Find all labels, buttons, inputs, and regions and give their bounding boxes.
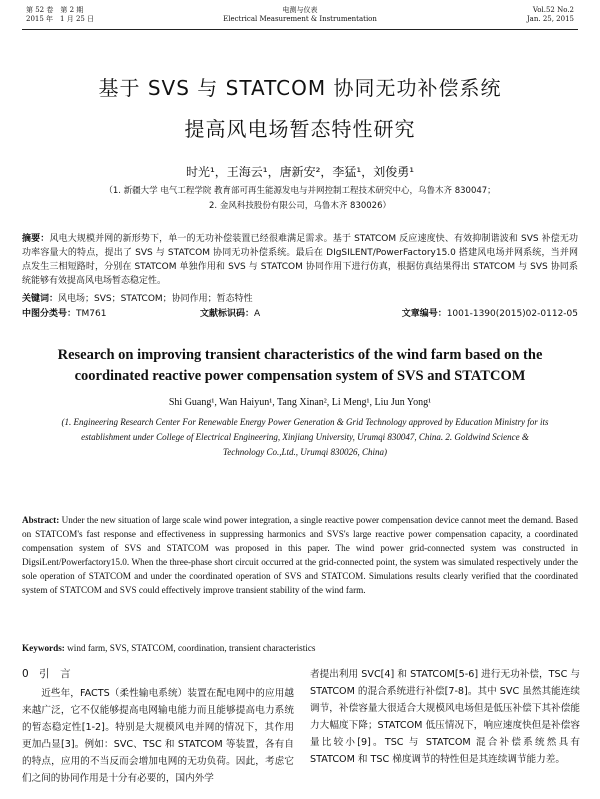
body-column-left: [22, 666, 294, 787]
article-label: 文章编号：: [401, 309, 447, 319]
clc-value: TM761: [76, 309, 107, 319]
keywords-en: [22, 643, 578, 653]
section-heading-introduction: 0 引 言: [22, 668, 71, 680]
intro-paragraph-right: 者提出利用 SVC[4] 和 STATCOM[5-6] 进行无功补偿，TSC 与 STATCOM 的混合系统进行补偿[7-8]。其中 SVC 虽然其能连续调节，补偿容量大很适合大规模风电场但是低压补偿下其补偿能力大幅度下降；STATCOM 低压情况下，响应速度快但是补偿容量比较小[9]。TSC 与 STATCOM 混合补偿系统然具有 STATCOM 和 TSC 梯度调节的特性但是其连续调节能力差。: [310, 669, 580, 765]
journal-name-cn: 电测与仪表: [282, 6, 318, 14]
authors-en: Shi Guang¹, Wan Haiyun¹, Tang Xinan², Li Meng¹, Liu Jun Yong¹: [168, 397, 432, 408]
issue-date-en: Jan. 25, 2015: [526, 15, 574, 23]
issue-date: 2015 年 1 月 25 日: [26, 15, 95, 23]
body-column-right: [310, 666, 580, 768]
affiliation-cn-1: （1. 新疆大学 电气工程学院 教育部可再生能源发电与并网控制工程技术研究中心，乌鲁木齐 830047；: [104, 186, 496, 196]
article-number: [402, 306, 578, 319]
classification-row: [22, 306, 578, 320]
keywords-cn: [22, 292, 578, 306]
abstract-cn-text: 风电大规模并网的新形势下，单一的无功补偿装置已经很难满足需求。基于 STATCOM 反应速度快、有效抑制谐波和 SVS 补偿无功功率容量大的特点，提出了 SVS 与 STATCOM 协同无功补偿系统。最后在 DIgSILENT/PowerFactory15.0 搭建风电场并网系统，当并网点发生三相短路时，分别在 STATCOM 单独作用和 SVS 与 STATCOM 协同作用下进行仿真，根据仿真结果得出 STATCOM 与 SVS 协同系统能够有效提高风电场暂态稳定性。: [22, 234, 578, 286]
document-code: [200, 306, 260, 319]
authors-cn: 时光¹，王海云¹，唐新安²，李猛¹，刘俊勇¹: [185, 165, 415, 179]
abstract-cn-label: 摘要：: [22, 234, 50, 244]
keywords-en-text: wind farm, SVS, STATCOM, coordination, transient characteristics: [67, 643, 316, 653]
intro-paragraph-left: 近些年，FACTS（柔性输电系统）装置在配电网中的应用越来越广泛，它不仅能够提高电网输电能力而且能够提高电力系统的暂态稳定性[1-2]。特别是大规模风电并网的情况下，其作用更加凸显[3]。例如：SVC、TSC 和 STATCOM 等装置，各有自的特点，应用的不当反而会增加电网的无功负荷。因此，考虑它们之间的协同作用是十分有必要的，国内外学: [22, 688, 294, 784]
abstract-en: [22, 513, 578, 643]
article-value: 1001-1390(2015)02-0112-05: [446, 309, 578, 319]
doc-label: 文献标识码：: [200, 309, 255, 319]
doc-value: A: [254, 309, 261, 319]
clc-number: [22, 306, 106, 319]
keywords-cn-label: 关键词：: [22, 294, 59, 304]
abstract-en-text: Under the new situation of large scale wind power integration, a single reactive power compensation device cannot meet the demand. Based on STATCOM's fast response and effectiveness in suppressing harmonics and SVS's large reactive power compensation capacity, a coordinated compensation system of SVS and STATCOM was proposed in this paper. The wind power grid-connected system was constructed in DigsiLent/Powerfactory15.0. When the three-phase short circuit occurred at the grid-connected point, the system was simulated respectively under the sole operation of STATCOM and under the coordinated operation of SVS and STATCOM. Simulations results clearly verified that the coordinated system of STATCOM and SVS could effectively improve transient stability of the wind farm.: [22, 515, 578, 595]
volume-issue: 第 52 卷 第 2 期: [26, 6, 84, 14]
journal-name: [26, 6, 574, 24]
affiliations-en: (1. Engineering Research Center For Renewable Energy Power Generation & Grid Technology approved by Education Ministry for its establishment under College of Electrical Engineering, Xinjiang University, Urumqi 830047, China. 2. Goldwind Science & Technology Co.,Ltd., Urumqi 830026, China): [61, 417, 549, 457]
affiliation-cn-2: 2. 金风科技股份有限公司，乌鲁木齐 830026）: [209, 201, 391, 211]
title-cn-line1: 基于 SVS 与 STATCOM 协同无功补偿系统: [98, 76, 502, 100]
journal-volume-info-en: [527, 6, 574, 24]
keywords-cn-text: 风电场；SVS；STATCOM；协同作用；暂态特性: [58, 294, 253, 304]
volume-issue-en: Vol.52 No.2: [532, 6, 574, 14]
journal-name-en: Electrical Measurement & Instrumentation: [223, 15, 377, 23]
abstract-cn: [22, 232, 578, 292]
title-cn-line2: 提高风电场暂态特性研究: [184, 117, 416, 141]
keywords-en-label: Keywords:: [22, 643, 65, 653]
header-rule: [22, 29, 578, 30]
title-en: Research on improving transient characteristics of the wind farm based on the coordinated reactive power compensation system of SVS and STATCOM: [57, 347, 543, 384]
abstract-en-label: Abstract:: [22, 515, 60, 525]
clc-label: 中图分类号：: [22, 309, 77, 319]
